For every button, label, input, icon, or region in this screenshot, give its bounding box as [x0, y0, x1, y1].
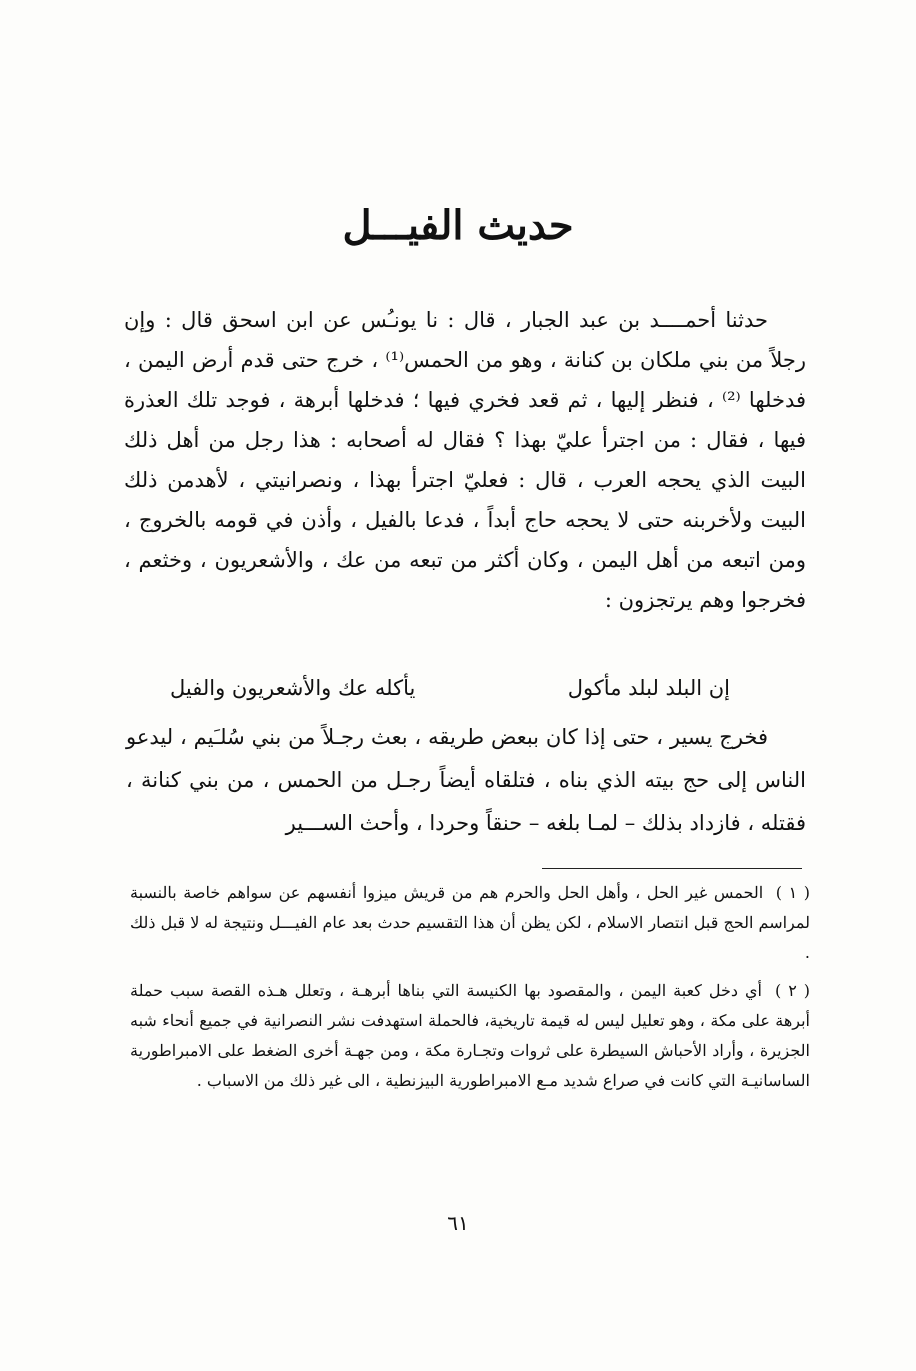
footnote-divider	[542, 868, 802, 869]
footnote-1-text: الحمس غير الحل ، وأهل الحل والحرم هم من قريش ميزوا أنفسهم عن سواهم خاصة بالنسبة لمراسم الحج قبل انتصار الاسلام ، لكن يظن أن هذا التقسيم حدث بعد عام الفيـــل ونتيجة له لا قبل ذلك .	[130, 883, 811, 962]
footnote-2	[130, 976, 810, 1096]
footnote-1-number: ( ١ )	[775, 883, 811, 902]
footnote-1	[130, 878, 810, 968]
page-number: ٦١	[447, 1211, 469, 1235]
verse-line	[170, 666, 730, 710]
paragraph-2: فخرج يسير ، حتى إذا كان ببعض طريقه ، بعث رجـلاً من بني سُلـَيم ، ليدعو الناس إلى حج بيته الذي بناه ، فتلقاه أيضاً رجـل من الحمس ، من بني كنانة ، فقتله ، فازداد بذلك – لمـا بلغه – حنقاً وحردا ، وأحث الســـير	[126, 725, 806, 835]
verse-second-hemistich: يأكله عك والأشعريون والفيل	[170, 676, 416, 700]
main-text-block	[124, 300, 806, 620]
footnote-2-number: ( ٢ )	[774, 981, 811, 1000]
paragraph-1: حدثنا أحمــــد بن عبد الجبار ، قال : نا يونـُس عن ابن اسحق قال : وإن رجلاً من بني ملكان بن كنانة ، وهو من الحمس⁽¹⁾ ، خرج حتى قدم أرض اليمن ، فدخلها ⁽²⁾ ، فنظر إليها ، ثم قعد فخري فيها ؛ فدخلها أبرهة ، فوجد تلك العذرة فيها ، فقال : من اجترأ عليّ بهذا ؟ فقال له أصحابه : هذا رجل من أهل ذلك البيت الذي يحجه العرب ، قال : فعليّ اجترأ بهذا ، ونصرانيتي ، لأهدمن ذلك البيت ولأخربنه حتى لا يحجه حاج أبداً ، فدعا بالفيل ، وأذن في قومه بالخروج ، ومن اتبعه من أهل اليمن ، وكان أكثر من تبعه من عك ، والأشعريون ، وخثعم ، فخرجوا وهم يرتجزون :	[124, 308, 807, 612]
page-title: حديث الفيـــل	[342, 202, 574, 249]
footnote-2-text: أي دخل كعبة اليمن ، والمقصود بها الكنيسة التي بناها أبرهـة ، وتعلل هـذه القصة سبب حملة أبرهة على مكة ، وهو تعليل ليس له قيمة تاريخية، فالحملة استهدفت نشر النصرانية في جميع أنحاء شبه الجزيرة ، وأراد الأحباش السيطرة على ثروات وتجـارة مكة ، ومن جهـة أخرى الضغط على الامبراطورية الساسانيـة التي كانت في صراع شديد مـع الامبراطورية البيزنطية ، الى غير ذلك من الاسباب .	[130, 981, 810, 1090]
footnotes	[130, 878, 810, 1104]
main-text-block-2	[126, 716, 806, 845]
verse-first-hemistich: إن البلد لبلد مأكول	[567, 676, 730, 700]
